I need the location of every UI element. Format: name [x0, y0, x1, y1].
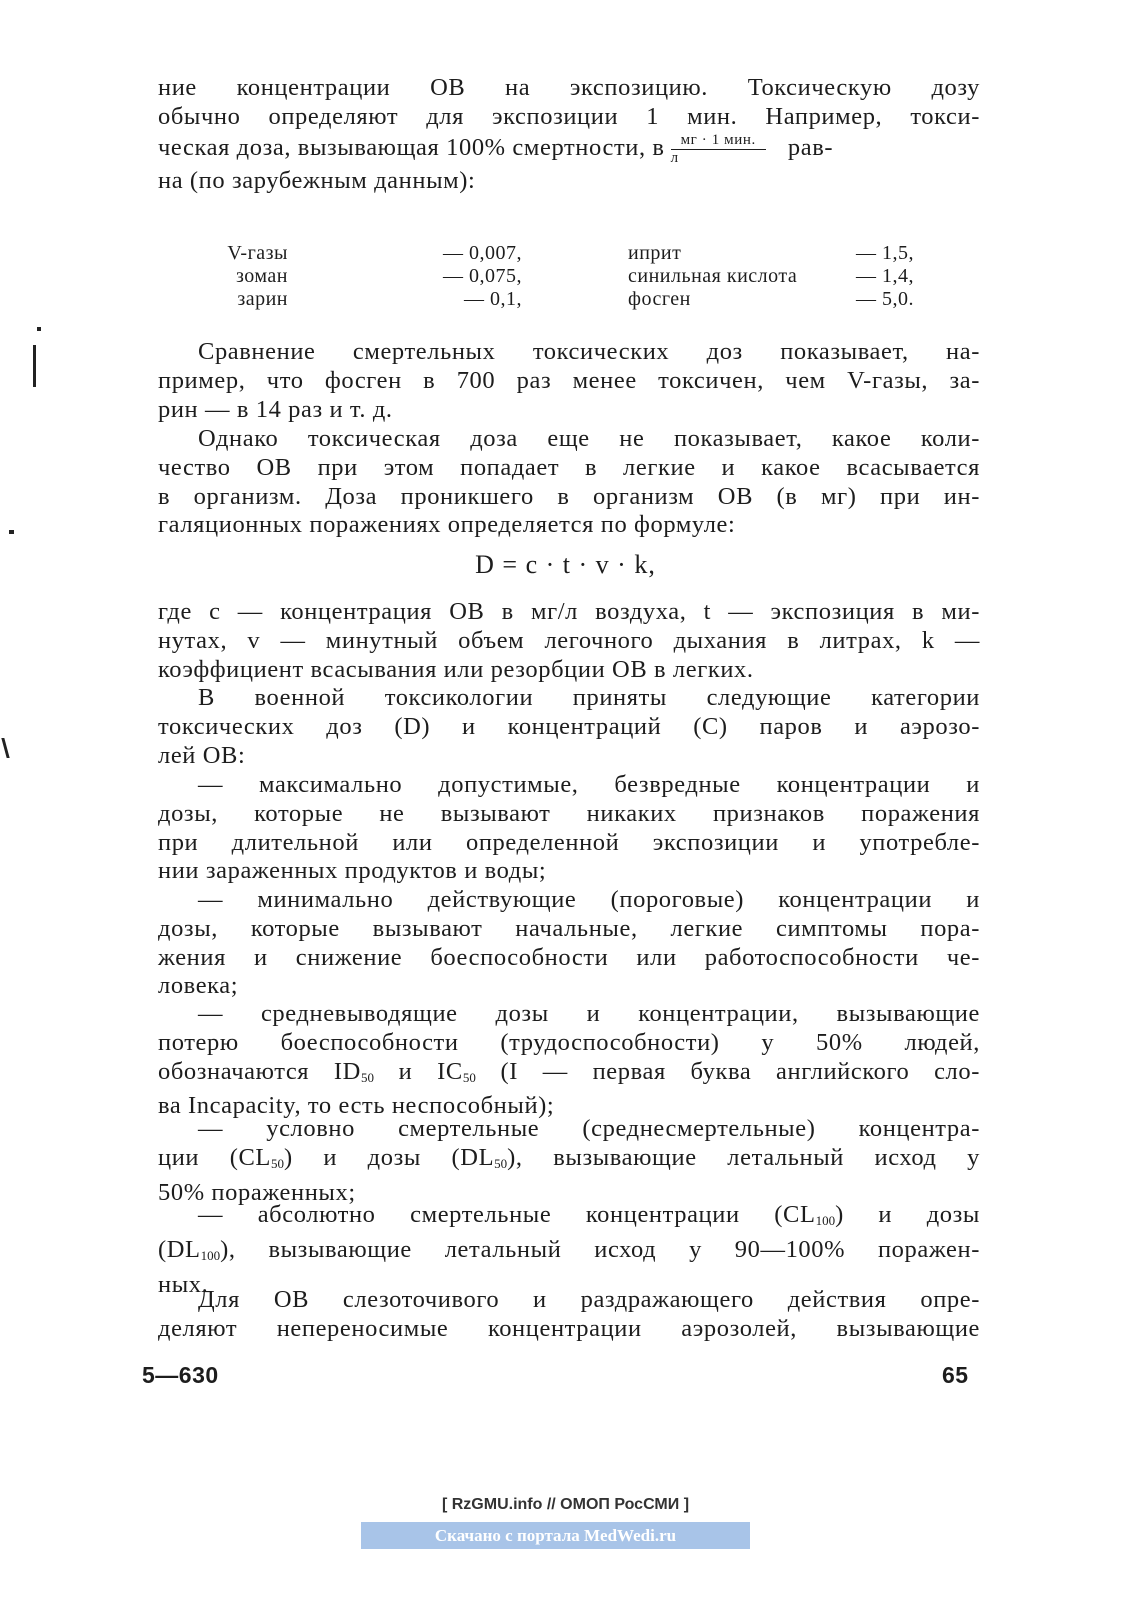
text-fragment: ), вызывающие летальный исход у	[507, 1143, 980, 1171]
toxic-dose-table	[196, 242, 916, 311]
paragraph-6	[158, 771, 980, 886]
subscript: 100	[815, 1213, 836, 1228]
units-fraction	[671, 132, 766, 167]
subscript: 50	[462, 1069, 476, 1085]
text-line: ных.	[158, 1270, 209, 1298]
page-number: 65	[942, 1362, 969, 1388]
dose-value: — 5,0.	[856, 288, 914, 310]
scan-mark	[9, 530, 14, 534]
text-fragment: ), вызывающие летальный исход у 90—100% поражен-	[220, 1235, 980, 1263]
text-fragment: ) и дозы	[835, 1201, 980, 1228]
watermark-download-banner: Скачано с портала MedWedi.ru	[361, 1522, 750, 1549]
agent-name: зоман	[235, 265, 288, 287]
text-line: на (по зарубежным данным):	[158, 166, 476, 194]
dose-value: — 1,4,	[856, 265, 914, 287]
text-line: потерю боеспособности (трудоспособности) у 50% людей,	[158, 1028, 980, 1056]
text-line: нутах, v — минутный объем легочного дыхания в литрах, k —	[158, 626, 980, 654]
scan-mark	[33, 345, 36, 387]
text-line: пример, что фосген в 700 раз менее токсичен, чем V-газы, за-	[158, 366, 980, 394]
dose-value: — 1,5,	[856, 242, 914, 264]
text-line	[158, 1236, 980, 1271]
text-fragment: (DL	[158, 1235, 201, 1263]
text-line: — средневыводящие дозы и концентрации, вызывающие	[198, 1000, 980, 1027]
paragraph-11	[158, 1286, 980, 1344]
text-fragment: и IC	[373, 1057, 463, 1085]
paragraph-8	[158, 1000, 980, 1121]
text-fragment: рав-	[787, 133, 834, 161]
text-line: дозы, которые не вызывают никаких признаков поражения	[158, 799, 980, 827]
text-line: Сравнение смертельных токсических доз показывает, на-	[198, 338, 980, 365]
text-line: ва Incapacity, то есть неспособный);	[158, 1092, 555, 1120]
scan-mark	[37, 327, 41, 331]
text-line: В военной токсикологии приняты следующие категории	[198, 684, 980, 711]
dose-value: — 0,075,	[443, 265, 522, 287]
subscript: 50	[494, 1155, 508, 1171]
text-fragment: ции (CL	[158, 1143, 271, 1171]
scan-mark	[1, 738, 9, 758]
text-line	[158, 132, 980, 167]
text-line: Однако токсическая доза еще не показывает, какое коли-	[198, 425, 980, 452]
text-line: где c — концентрация ОВ в мг/л воздуха, t — экспозиция в ми-	[158, 598, 980, 625]
paragraph-9	[158, 1115, 980, 1207]
text-line	[158, 1201, 980, 1236]
text-fragment: ческая доза, вызывающая 100% смертности, в	[158, 133, 665, 161]
text-line: токсических доз (D) и концентраций (С) паров и аэрозо-	[158, 712, 980, 740]
table-row	[196, 265, 916, 288]
text-line: лей ОВ:	[158, 741, 246, 769]
text-line	[158, 1144, 980, 1179]
text-line: жения и снижение боеспособности или работоспособности че-	[158, 943, 980, 971]
text-fragment: ) и дозы (DL	[284, 1143, 495, 1171]
dose-value: — 0,007,	[443, 242, 522, 264]
text-line: деляют непереносимые концентрации аэрозолей, вызывающие	[158, 1314, 980, 1342]
text-line: нии зараженных продуктов и воды;	[158, 857, 547, 885]
paragraph-4	[158, 598, 980, 684]
printer-signature: 5—630	[142, 1362, 219, 1388]
table-row	[196, 242, 916, 265]
text-line: коэффициент всасывания или резорбции ОВ в легких.	[158, 655, 754, 683]
text-fragment: (I — первая буква английского сло-	[475, 1057, 980, 1085]
text-line: дозы, которые вызывают начальные, легкие симптомы пора-	[158, 914, 980, 942]
agent-name: синильная кислота	[628, 265, 798, 287]
text-fragment: — абсолютно смертельные концентрации (CL	[198, 1201, 816, 1228]
text-fragment: обозначаются ID	[158, 1057, 361, 1085]
text-line: обычно определяют для экспозиции 1 мин. Например, токси-	[158, 102, 980, 130]
agent-name: V-газы	[227, 242, 288, 264]
text-line: в организм. Доза проникшего в организм ОВ (в мг) при ин-	[158, 482, 980, 510]
text-line: рин — в 14 раз и т. д.	[158, 395, 393, 423]
agent-name: иприт	[628, 242, 682, 264]
text-line: ние концентрации ОВ на экспозицию. Токсическую дозу	[158, 74, 980, 101]
subscript: 50	[271, 1155, 284, 1171]
paragraph-2	[158, 338, 980, 424]
text-line: Для ОВ слезоточивого и раздражающего действия опре-	[198, 1286, 980, 1313]
paragraph-7	[158, 886, 980, 1001]
fraction-numerator: мг · 1 мин.	[671, 132, 766, 150]
text-line: при длительной или определенной экспозиции и употребле-	[158, 828, 980, 856]
text-line	[158, 1058, 980, 1093]
agent-name: фосген	[628, 288, 691, 310]
text-line: чество ОВ при этом попадает в легкие и какое всасывается	[158, 453, 980, 481]
fraction-denominator: л	[670, 149, 679, 166]
subscript: 100	[200, 1247, 221, 1263]
subscript: 50	[360, 1069, 374, 1085]
table-row	[196, 288, 916, 311]
text-line: — максимально допустимые, безвредные концентрации и	[198, 771, 980, 798]
dose-value: — 0,1,	[464, 288, 522, 310]
agent-name: зарин	[237, 288, 288, 310]
text-line: 50% пораженных;	[158, 1178, 356, 1206]
watermark-top-line: [ RzGMU.info // ОМОП РосСМИ ]	[441, 1496, 690, 1513]
paragraph-10	[158, 1201, 980, 1299]
paragraph-5	[158, 684, 980, 770]
text-line: — минимально действующие (пороговые) концентрации и	[198, 886, 980, 913]
text-line: ловека;	[158, 972, 239, 1000]
text-line: — условно смертельные (среднесмертельные) концентра-	[198, 1115, 980, 1142]
paragraph-1	[158, 74, 980, 195]
dose-formula: D = c · t · v · k,	[475, 550, 656, 579]
text-line: галяционных поражениях определяется по формуле:	[158, 511, 736, 539]
paragraph-3	[158, 425, 980, 540]
